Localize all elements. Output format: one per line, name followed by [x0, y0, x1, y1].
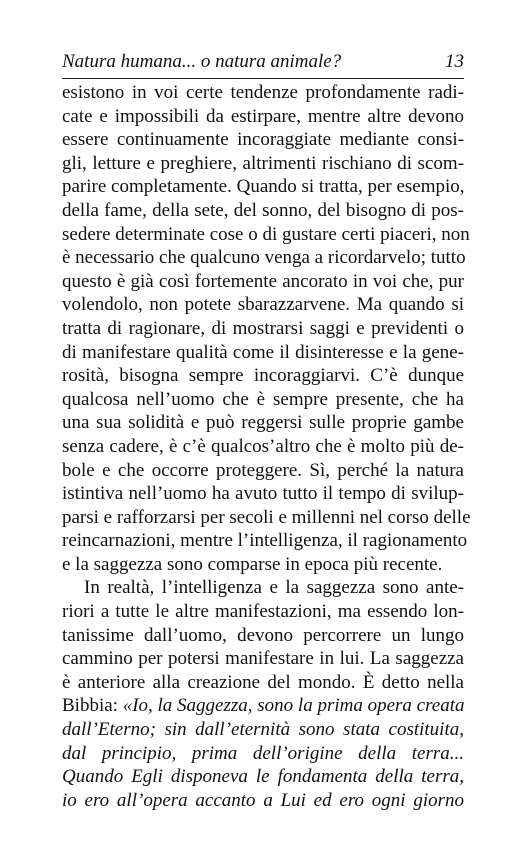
body-text [62, 81, 471, 812]
quote-line: dall’Eterno; sin dall’eternità sono stata costituita, [62, 719, 464, 741]
text-line: In realtà, l’intelligenza e la saggezza sono ante- [84, 577, 464, 599]
text-line: cammino per potersi manifestare in lui. La saggezza [62, 648, 464, 670]
text-line: parire completamente. Quando si tratta, per esempio, [62, 176, 465, 198]
quote-line: io ero all’opera accanto a Lui ed ero ogni giorno [62, 789, 464, 811]
text-line: parsi e rafforzarsi per secoli e millenni nel corso delle [62, 506, 471, 528]
text-line: gli, letture e preghiere, altrimenti rischiano di scom- [62, 152, 464, 174]
quote-intro: Bibbia: [62, 695, 123, 717]
text-line: riori a tutte le altre manifestazioni, ma essendo lon- [62, 601, 464, 623]
text-line: sedere determinate cose o di gustare certi piaceri, non [62, 223, 470, 245]
text-line: senza cadere, è c’è qualcos’altro che è molto più de- [62, 435, 464, 457]
text-line: volendolo, non potete sbarazzarvene. Ma quando si [62, 294, 464, 316]
quote-start-line [62, 694, 464, 718]
text-line: istintiva nell’uomo ha avuto tutto il tempo di svilup- [62, 483, 464, 505]
text-line: di manifestare qualità come il disinteresse e la gene- [62, 341, 464, 363]
text-line: bole e che occorre proteggere. Sì, perché la natura [62, 459, 464, 481]
text-line: reincarnazioni, mentre l’intelligenza, il ragionamento [62, 530, 468, 552]
page-number: 13 [445, 51, 464, 72]
running-header [62, 38, 464, 79]
text-line: rosità, bisogna sempre incoraggiarvi. C’è dunque [62, 365, 464, 387]
text-line: è necessario che qualcuno venga a ricordarvelo; tutto [62, 247, 466, 269]
quote-line: Quando Egli disponeva le fondamenta della terra, [62, 766, 464, 788]
text-line: della fame, della sete, del sonno, del bisogno di pos- [62, 199, 464, 221]
text-line: è anteriore alla creazione del mondo. È detto nella [62, 671, 464, 693]
text-line: questo è già così fortemente ancorato in voi che, pur [62, 270, 464, 292]
text-line: essere continuamente incoraggiate mediante consi- [62, 129, 464, 151]
text-line: tratta di ragionare, di mostrarsi saggi e previdenti o [62, 317, 464, 339]
text-line: una sua solidità e può reggersi sulle proprie gambe [62, 412, 464, 434]
text-line: qualcosa nell’uomo che è sempre presente, che ha [62, 388, 464, 410]
text-line: e la saggezza sono comparse in epoca più recente. [62, 553, 443, 575]
quote-text: «Io, la Saggezza, sono la prima opera creata [122, 695, 465, 717]
text-line: cate e impossibili da estirpare, mentre altre devono [62, 105, 464, 127]
text-line: esistono in voi certe tendenze profondamente radi- [62, 82, 464, 103]
running-header-title: Natura humana... o natura animale? [62, 51, 342, 72]
quote-line: dal principio, prima dell’origine della terra... [62, 742, 464, 764]
text-line: tanissime dall’uomo, devono percorrere un lungo [62, 624, 464, 646]
